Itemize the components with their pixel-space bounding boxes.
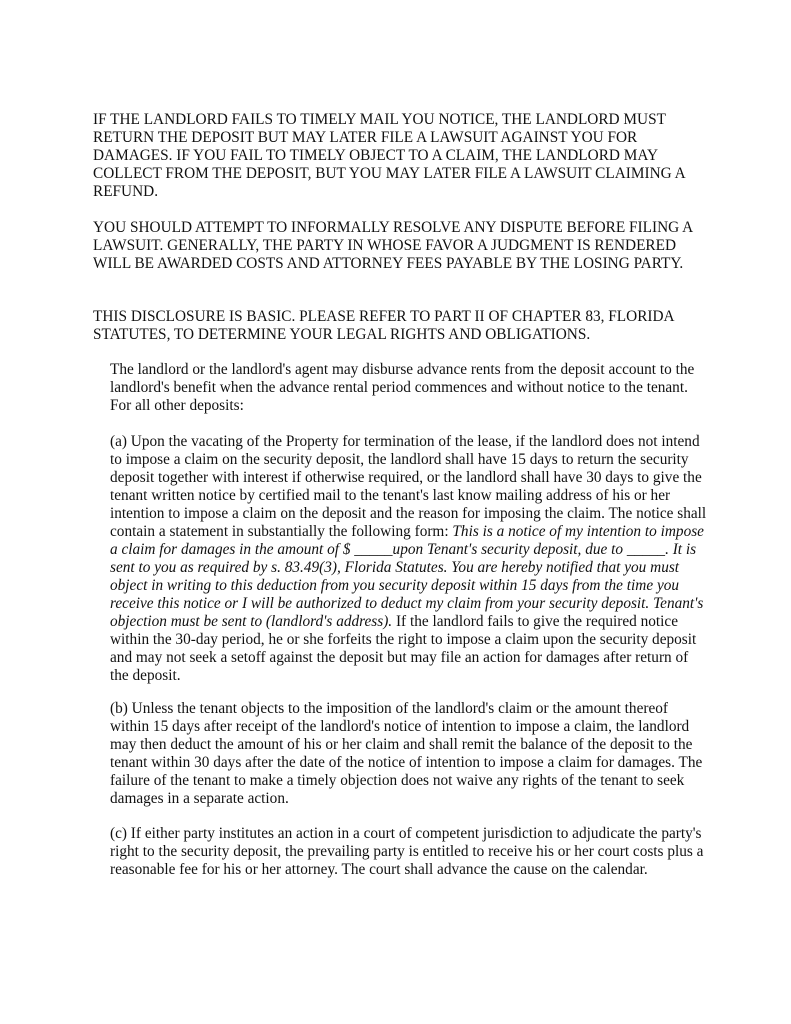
disclosure-paragraph-dispute: YOU SHOULD ATTEMPT TO INFORMALLY RESOLVE ANY DISPUTE BEFORE FILING A LAWSUIT. GENERALLY, THE PARTY IN WHOSE FAVOR A JUDGMENT IS RENDERED WILL BE AWARDED COSTS AND ATTORNEY FEES PAYABLE BY THE LOSING PARTY. <box>93 219 693 272</box>
disclosure-paragraph-notice: IF THE LANDLORD FAILS TO TIMELY MAIL YOU NOTICE, THE LANDLORD MUST RETURN THE DEPOSIT BUT MAY LATER FILE A LAWSUIT AGAINST YOU FOR DAMAGES. IF YOU FAIL TO TIMELY OBJECT TO A CLAIM, THE LANDLORD MAY COLLECT FROM THE DEPOSIT, BUT YOU MAY LATER FILE A LAWSUIT CLAIMING A REFUND. <box>93 111 685 200</box>
clause-a-paragraph <box>110 433 710 685</box>
clause-a-forfeit-text: If the landlord fails to give the required notice within the 30-day period, he or she forfeits the right to impose a claim upon the security deposit and may not seek a setoff against the deposit but may file an action for damages after return of the deposit. <box>110 613 697 684</box>
clause-a-text: (a) Upon the vacating of the Property for termination of the lease, if the landlord does not intend to impose a claim on the security deposit, the landlord shall have 15 days to return the security deposit together with interest if otherwise required, or the landlord shall have 30 days to give the tenant written notice by certified mail to the tenant's last know mailing address of his or her intention to impose a claim on the deposit and the reason for imposing the claim. The notice shall contain a statement in substantially the following form: <box>110 433 707 540</box>
clause-c-paragraph: (c) If either party institutes an action in a court of competent jurisdiction to adjudicate the party's right to the security deposit, the prevailing party is entitled to receive his or her court costs plus a reasonable fee for his or her attorney. The court shall advance the cause on the calendar. <box>110 825 704 878</box>
disclosure-paragraph-basic: THIS DISCLOSURE IS BASIC. PLEASE REFER TO PART II OF CHAPTER 83, FLORIDA STATUTES, TO DETERMINE YOUR LEGAL RIGHTS AND OBLIGATIONS. <box>93 308 674 343</box>
deposit-intro-paragraph: The landlord or the landlord's agent may disburse advance rents from the deposit account to the landlord's benefit when the advance rental period commences and without notice to the tenant. For all other deposits: <box>110 361 695 414</box>
clause-a-notice-form: This is a notice of my intention to impose a claim for damages in the amount of $ _____upon Tenant's security deposit, due to _____. It is sent to you as required by s. 83.49(3), Florida Statutes. You are hereby notified that you must object in writing to this deduction from you security deposit within 15 days from the time you receive this notice or I will be authorized to deduct my claim from your security deposit. Tenant's objection must be sent to (landlord's address). <box>110 523 704 630</box>
clause-b-paragraph: (b) Unless the tenant objects to the imposition of the landlord's claim or the amount thereof within 15 days after receipt of the landlord's notice of intention to impose a claim, the landlord may then deduct the amount of his or her claim and shall remit the balance of the deposit to the tenant within 30 days after the date of the notice of intention to impose a claim for damages. The failure of the tenant to make a timely objection does not waive any rights of the tenant to seek damages in a separate action. <box>110 700 703 807</box>
